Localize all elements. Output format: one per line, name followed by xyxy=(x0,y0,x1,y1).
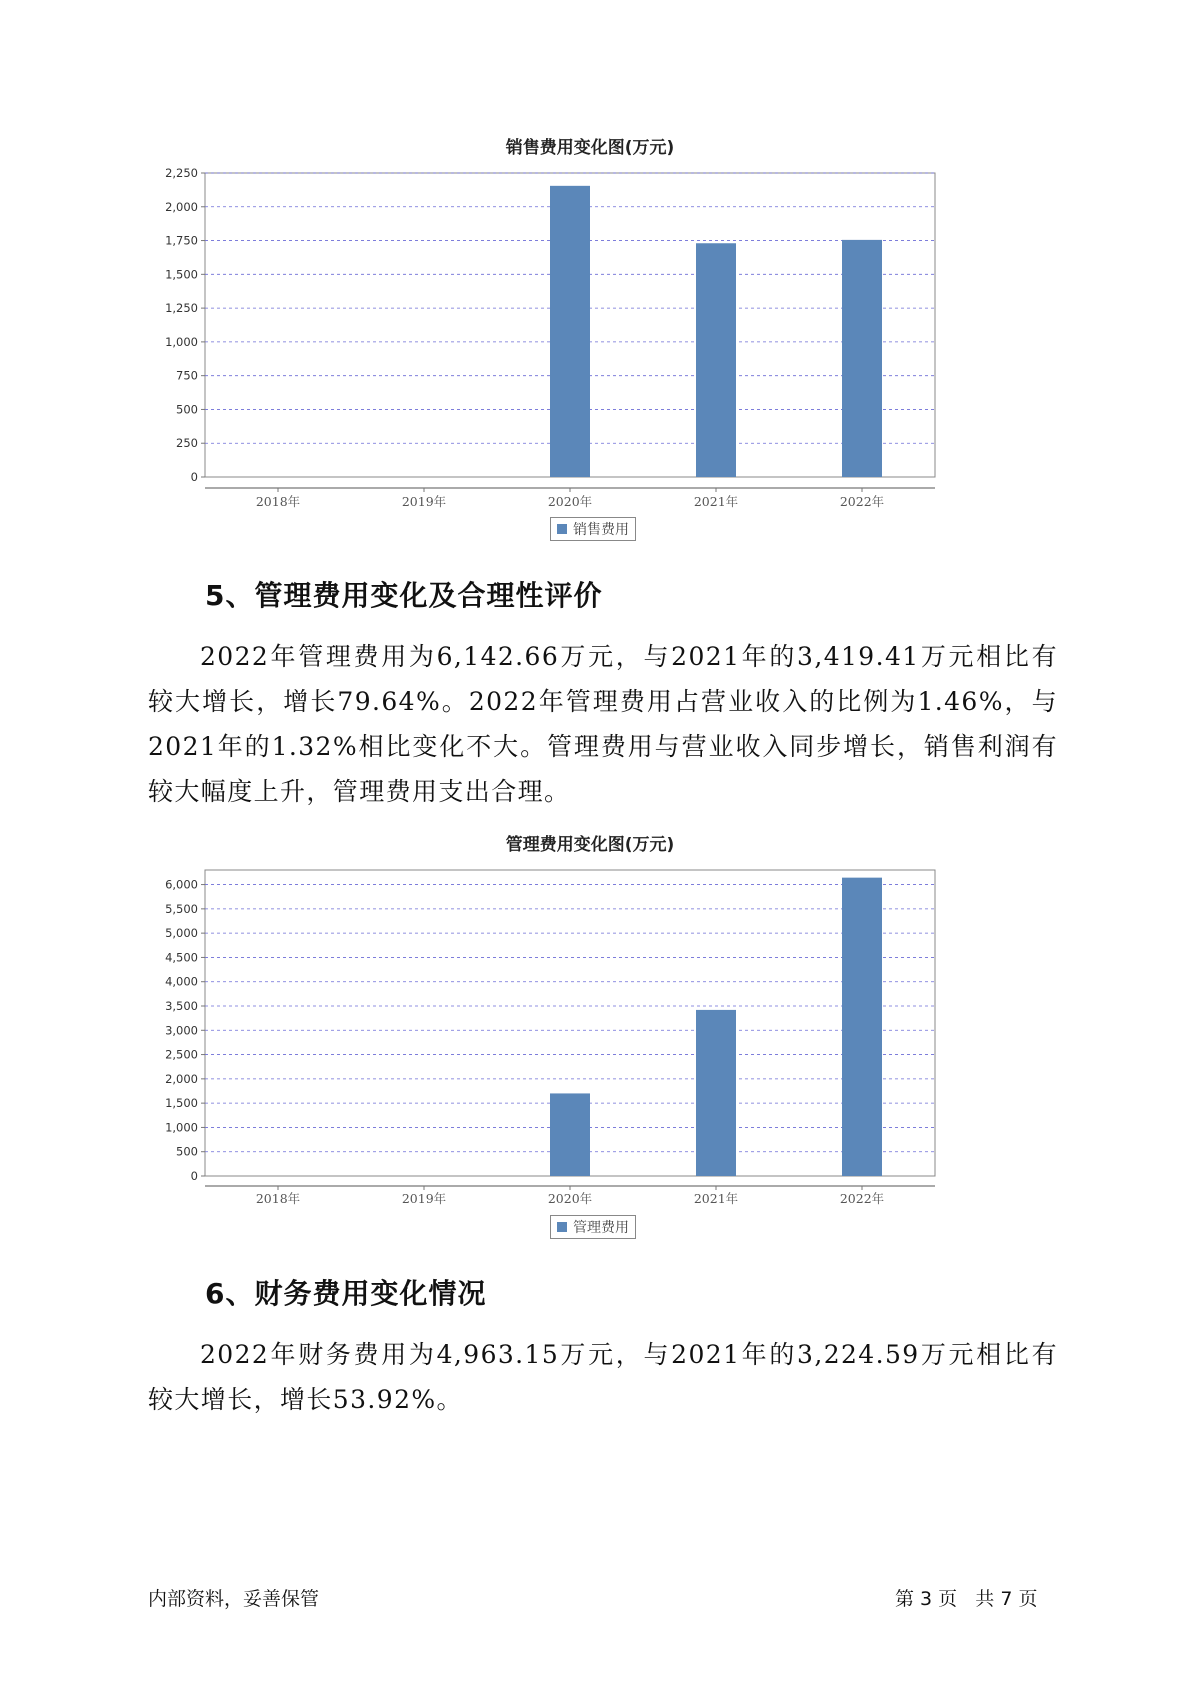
y-tick-label: 500 xyxy=(176,1144,198,1159)
chart-legend xyxy=(550,517,636,541)
footer-note: 内部资料，妥善保管 xyxy=(148,1588,320,1610)
x-tick-label: 2019年 xyxy=(401,1191,447,1206)
y-tick-label: 750 xyxy=(176,368,198,383)
legend-swatch xyxy=(557,524,567,534)
admin-expense-chart xyxy=(160,830,1020,1250)
x-tick-label: 2020年 xyxy=(547,1191,593,1206)
x-tick-label: 2021年 xyxy=(693,494,739,509)
y-tick-label: 2,000 xyxy=(165,1071,198,1086)
y-tick-label: 1,250 xyxy=(165,301,198,316)
section-5-heading: 5、管理费用变化及合理性评价 xyxy=(205,579,603,612)
bar xyxy=(550,186,590,477)
y-tick-label: 500 xyxy=(176,402,198,417)
bar xyxy=(842,878,882,1176)
y-tick-label: 250 xyxy=(176,436,198,451)
bar xyxy=(842,240,882,477)
y-tick-label: 0 xyxy=(190,470,198,484)
y-tick-label: 2,500 xyxy=(165,1047,198,1062)
y-tick-label: 2,250 xyxy=(165,166,198,180)
bar xyxy=(696,1010,736,1176)
y-tick-label: 1,750 xyxy=(165,233,198,248)
y-tick-label: 4,000 xyxy=(165,974,198,989)
y-tick-label: 1,500 xyxy=(165,267,198,282)
sales-expense-chart xyxy=(160,133,1020,553)
y-tick-label: 3,000 xyxy=(165,1023,198,1038)
y-tick-label: 5,500 xyxy=(165,901,198,916)
legend-label: 销售费用 xyxy=(573,522,629,538)
legend-swatch xyxy=(557,1222,567,1232)
y-tick-label: 1,500 xyxy=(165,1096,198,1111)
y-tick-label: 5,000 xyxy=(165,926,198,941)
chart-title: 管理费用变化图(万元) xyxy=(505,835,675,855)
x-tick-label: 2020年 xyxy=(547,494,593,509)
y-tick-label: 0 xyxy=(190,1169,198,1183)
x-tick-label: 2022年 xyxy=(839,1191,885,1206)
section-6-heading: 6、财务费用变化情况 xyxy=(205,1277,487,1310)
x-tick-label: 2018年 xyxy=(255,1191,301,1206)
chart-plot xyxy=(160,830,1020,1210)
chart-title: 销售费用变化图(万元) xyxy=(505,138,675,158)
y-tick-label: 3,500 xyxy=(165,999,198,1013)
y-tick-label: 4,500 xyxy=(165,950,198,965)
page-number: 第 3 页 共 7 页 xyxy=(895,1588,1038,1610)
x-tick-label: 2021年 xyxy=(693,1191,739,1206)
bar xyxy=(550,1093,590,1176)
section-5-paragraph: 2022年管理费用为6,142.66万元，与2021年的3,419.41万元相比有较大增长，增长79.64%。2022年管理费用占营业收入的比例为1.46%，与2021年的1.32%相比变化不大。管理费用与营业收入同步增长，销售利润有较大幅度上升，管理费用支出合理。 xyxy=(148,642,1058,806)
bar xyxy=(696,243,736,477)
x-tick-label: 2022年 xyxy=(839,494,885,509)
x-tick-label: 2019年 xyxy=(401,494,447,509)
y-tick-label: 1,000 xyxy=(165,1120,198,1135)
x-tick-label: 2018年 xyxy=(255,494,301,509)
legend-label: 管理费用 xyxy=(573,1220,629,1236)
section-6-paragraph: 2022年财务费用为4,963.15万元，与2021年的3,224.59万元相比有较大增长，增长53.92%。 xyxy=(148,1340,1058,1414)
chart-plot xyxy=(160,133,1020,513)
y-tick-label: 6,000 xyxy=(165,877,198,892)
y-tick-label: 1,000 xyxy=(165,334,198,349)
y-tick-label: 2,000 xyxy=(165,199,198,214)
chart-legend xyxy=(550,1215,636,1239)
